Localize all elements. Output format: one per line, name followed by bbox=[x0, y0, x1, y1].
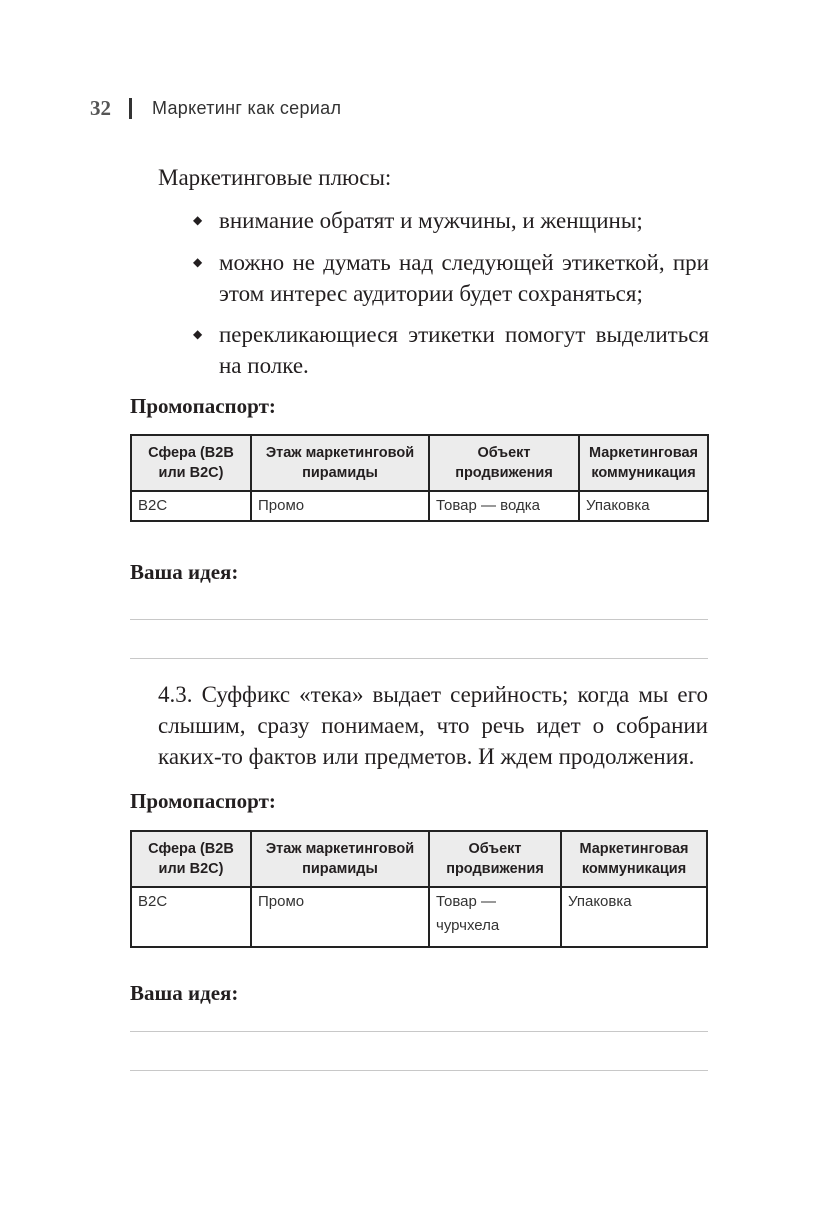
table-cell: Упаковка bbox=[579, 491, 708, 521]
table-cell: B2C bbox=[131, 491, 251, 521]
answer-line[interactable] bbox=[130, 1070, 708, 1071]
list-item: можно не думать над следующей этикеткой, при этом интерес аудитории будет сохраняться; bbox=[219, 250, 709, 306]
table-cell: Товар — водка bbox=[429, 491, 579, 521]
column-header: Этаж маркетинговой пирамиды bbox=[251, 831, 429, 887]
list-item: перекликающиеся этикетки помогут выделиться на полке. bbox=[219, 322, 709, 378]
table-cell: Товар — чурчхела bbox=[429, 887, 561, 947]
column-header: Объект продвижения bbox=[429, 831, 561, 887]
table-cell: Упаковка bbox=[561, 887, 707, 947]
header-divider bbox=[129, 98, 132, 119]
page-number: 32 bbox=[90, 96, 111, 120]
running-title: Маркетинг как сериал bbox=[152, 98, 342, 118]
idea-heading: Ваша идея: bbox=[130, 981, 239, 1005]
promo-table bbox=[130, 434, 709, 522]
answer-line[interactable] bbox=[130, 658, 708, 659]
column-header: Маркетинговая коммуникация bbox=[561, 831, 707, 887]
table-cell: Промо bbox=[251, 887, 429, 947]
diamond-bullet-icon: ◆ bbox=[193, 327, 203, 341]
answer-line[interactable] bbox=[130, 619, 708, 620]
table-cell: B2C bbox=[131, 887, 251, 947]
paragraph: 4.3. Суффикс «тека» выдает серийность; когда мы его слышим, сразу понимаем, что речь идет о собрании каких-то фактов или предметов. И ждем продолжения. bbox=[158, 682, 708, 769]
table-row bbox=[131, 491, 708, 521]
table-row bbox=[131, 887, 707, 947]
table-cell: Промо bbox=[251, 491, 429, 521]
promo-table bbox=[130, 830, 708, 948]
promo-heading: Промопаспорт: bbox=[130, 789, 276, 813]
diamond-bullet-icon: ◆ bbox=[193, 255, 203, 269]
promo-heading: Промопаспорт: bbox=[130, 394, 276, 418]
column-header: Объект продвижения bbox=[429, 435, 579, 491]
list-item: внимание обратят и мужчины, и женщины; bbox=[219, 208, 643, 233]
column-header: Сфера (B2B или B2C) bbox=[131, 831, 251, 887]
idea-heading: Ваша идея: bbox=[130, 560, 239, 584]
answer-line[interactable] bbox=[130, 1031, 708, 1032]
column-header: Сфера (B2B или B2C) bbox=[131, 435, 251, 491]
diamond-bullet-icon: ◆ bbox=[193, 213, 203, 227]
column-header: Этаж маркетинговой пирамиды bbox=[251, 435, 429, 491]
pluses-heading: Маркетинговые плюсы: bbox=[158, 165, 392, 190]
column-header: Маркетинговая коммуникация bbox=[579, 435, 708, 491]
